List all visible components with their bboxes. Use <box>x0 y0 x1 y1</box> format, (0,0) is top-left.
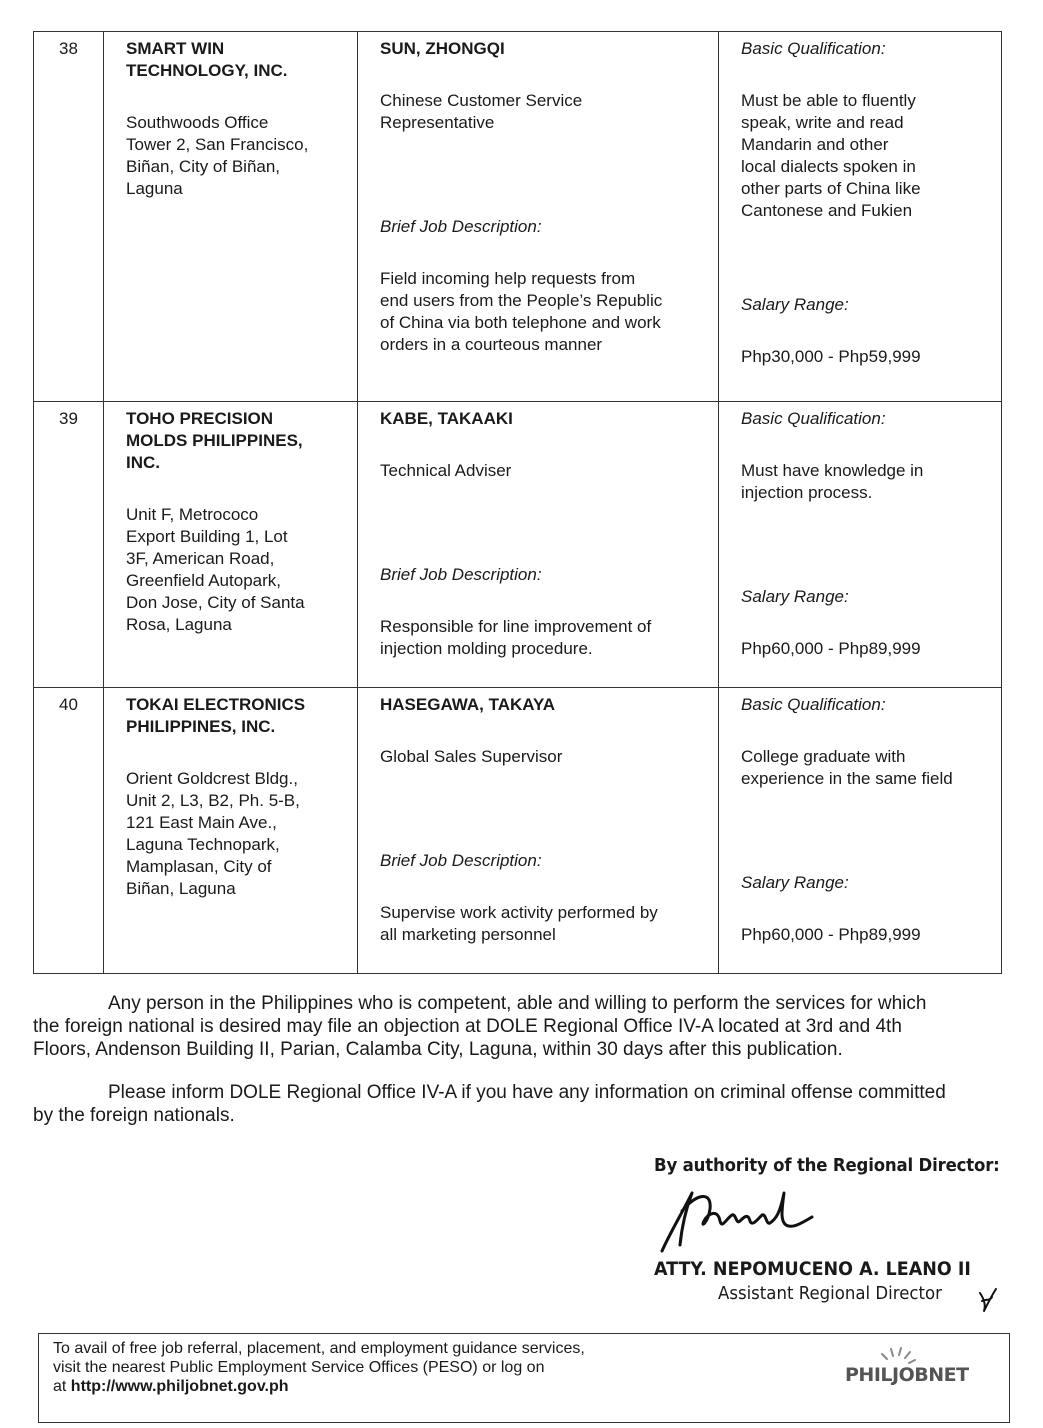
listing-number: 40 <box>34 688 104 974</box>
company-name <box>126 694 347 738</box>
inform-line-2: by the foreign nationals. <box>33 1105 235 1126</box>
footer-box <box>38 1333 1010 1423</box>
basic-qualification <box>741 746 991 790</box>
company-cell <box>104 402 358 688</box>
signer-name: ATTY. NEPOMUCENO A. LEANO II <box>654 1258 971 1280</box>
authority-line: By authority of the Regional Director: <box>654 1155 1000 1176</box>
job-description-label: Brief Job Description: <box>380 851 542 870</box>
description-line: end users from the People’s Republic <box>380 291 663 310</box>
salary-range-value: Php60,000 - Php89,999 <box>741 639 921 658</box>
listing-table <box>33 31 1002 974</box>
company-address <box>126 504 347 636</box>
listing-body <box>34 32 1002 974</box>
basic-qualification-label: Basic Qualification: <box>741 39 886 58</box>
company-cell <box>104 32 358 402</box>
qualification-line: local dialects spoken in <box>741 157 916 176</box>
job-description <box>380 616 708 660</box>
address-line: Mamplasan, City of <box>126 857 272 876</box>
qualification-line: Must have knowledge in <box>741 461 924 480</box>
qualification-line: Must be able to fluently <box>741 91 916 110</box>
address-line: Export Building 1, Lot <box>126 527 288 546</box>
initial-mark <box>976 1285 1000 1313</box>
address-line: Laguna Technopark, <box>126 835 280 854</box>
company-name <box>126 408 347 474</box>
position-line: Representative <box>380 113 495 132</box>
footer-line-2: visit the nearest Public Employment Service Offices (PESO) or log on <box>53 1359 545 1376</box>
foreign-national-name: HASEGAWA, TAKAYA <box>380 695 556 714</box>
qualification-line: Mandarin and other <box>741 135 889 154</box>
address-line: Laguna <box>126 179 183 198</box>
objection-notice <box>33 992 1013 1061</box>
qualification-line: speak, write and read <box>741 113 904 132</box>
footer-line-1: To avail of free job referral, placement, and employment guidance services, <box>53 1340 585 1357</box>
description-line: injection molding procedure. <box>380 639 593 658</box>
address-line: Rosa, Laguna <box>126 615 232 634</box>
foreign-national-cell <box>358 402 719 688</box>
company-name-line: MOLDS PHILIPPINES, <box>126 431 303 450</box>
position-title <box>380 460 708 482</box>
foreign-national-cell <box>358 688 719 974</box>
salary-range-label: Salary Range: <box>741 295 849 314</box>
company-name-line: TOKAI ELECTRONICS <box>126 695 306 714</box>
address-line: Orient Goldcrest Bldg., <box>126 769 298 788</box>
company-name-line: SMART WIN <box>126 39 225 58</box>
qualification-cell <box>719 688 1002 974</box>
table-row <box>34 32 1002 402</box>
position-title <box>380 90 708 134</box>
inform-notice <box>33 1081 1013 1127</box>
address-line: Unit 2, L3, B2, Ph. 5-B, <box>126 791 300 810</box>
qualification-line: Cantonese and Fukien <box>741 201 913 220</box>
qualification-line: other parts of China like <box>741 179 921 198</box>
basic-qualification-label: Basic Qualification: <box>741 695 886 714</box>
address-line: 3F, American Road, <box>126 549 275 568</box>
qualification-cell <box>719 32 1002 402</box>
salary-range-label: Salary Range: <box>741 873 849 892</box>
salary-range-value: Php60,000 - Php89,999 <box>741 925 921 944</box>
description-line: Field incoming help requests from <box>380 269 636 288</box>
foreign-national-cell <box>358 32 719 402</box>
position-line: Chinese Customer Service <box>380 91 583 110</box>
position-line: Technical Adviser <box>380 461 512 480</box>
description-line: Supervise work activity performed by <box>380 903 658 922</box>
footer-url-link[interactable]: http://www.philjobnet.gov.ph <box>70 1378 289 1395</box>
company-name-line: PHILIPPINES, INC. <box>126 717 276 736</box>
address-line: Southwoods Office <box>126 113 269 132</box>
philjobnet-logo <box>841 1346 969 1406</box>
salary-range-label: Salary Range: <box>741 587 849 606</box>
address-line: Tower 2, San Francisco, <box>126 135 309 154</box>
foreign-national-name: KABE, TAKAAKI <box>380 409 513 428</box>
table-row <box>34 402 1002 688</box>
basic-qualification <box>741 90 991 222</box>
address-line: Don Jose, City of Santa <box>126 593 305 612</box>
objection-line-2: the foreign national is desired may file an objection at DOLE Regional Office IV-A located at 3rd and 4th <box>33 1016 902 1037</box>
address-line: Biñan, Laguna <box>126 879 236 898</box>
objection-line-3: Floors, Andenson Building II, Parian, Calamba City, Laguna, within 30 days after this publication. <box>33 1039 843 1060</box>
objection-line-1: Any person in the Philippines who is competent, able and willing to perform the services for which <box>108 993 927 1014</box>
handwritten-signature <box>652 1173 832 1258</box>
inform-line-1: Please inform DOLE Regional Office IV-A if you have any information on criminal offense committed <box>108 1082 946 1103</box>
job-description <box>380 268 708 356</box>
table-row <box>34 688 1002 974</box>
job-description <box>380 902 708 946</box>
footer-text <box>53 1339 585 1396</box>
salary-range-value: Php30,000 - Php59,999 <box>741 347 921 366</box>
job-description-label: Brief Job Description: <box>380 565 542 584</box>
address-line: 121 East Main Ave., <box>126 813 277 832</box>
position-title <box>380 746 708 768</box>
company-name <box>126 38 347 82</box>
listing-number: 39 <box>34 402 104 688</box>
company-address <box>126 112 347 200</box>
signer-title: Assistant Regional Director <box>718 1283 942 1304</box>
position-line: Global Sales Supervisor <box>380 747 563 766</box>
footer-line-3-prefix: at <box>53 1378 71 1395</box>
foreign-national-name: SUN, ZHONGQI <box>380 39 505 58</box>
address-line: Unit F, Metrococo <box>126 505 259 524</box>
basic-qualification-label: Basic Qualification: <box>741 409 886 428</box>
qualification-cell <box>719 402 1002 688</box>
qualification-line: experience in the same field <box>741 769 953 788</box>
company-cell <box>104 688 358 974</box>
qualification-line: College graduate with <box>741 747 906 766</box>
description-line: of China via both telephone and work <box>380 313 661 332</box>
description-line: orders in a courteous manner <box>380 335 603 354</box>
qualification-line: injection process. <box>741 483 873 502</box>
basic-qualification <box>741 460 991 504</box>
company-name-line: INC. <box>126 453 160 472</box>
description-line: all marketing personnel <box>380 925 556 944</box>
company-name-line: TECHNOLOGY, INC. <box>126 61 288 80</box>
company-name-line: TOHO PRECISION <box>126 409 274 428</box>
address-line: Greenfield Autopark, <box>126 571 281 590</box>
address-line: Biñan, City of Biñan, <box>126 157 281 176</box>
listing-number: 38 <box>34 32 104 402</box>
logo-text: PHILJOBNET <box>845 1364 969 1386</box>
company-address <box>126 768 347 900</box>
job-description-label: Brief Job Description: <box>380 217 542 236</box>
description-line: Responsible for line improvement of <box>380 617 652 636</box>
